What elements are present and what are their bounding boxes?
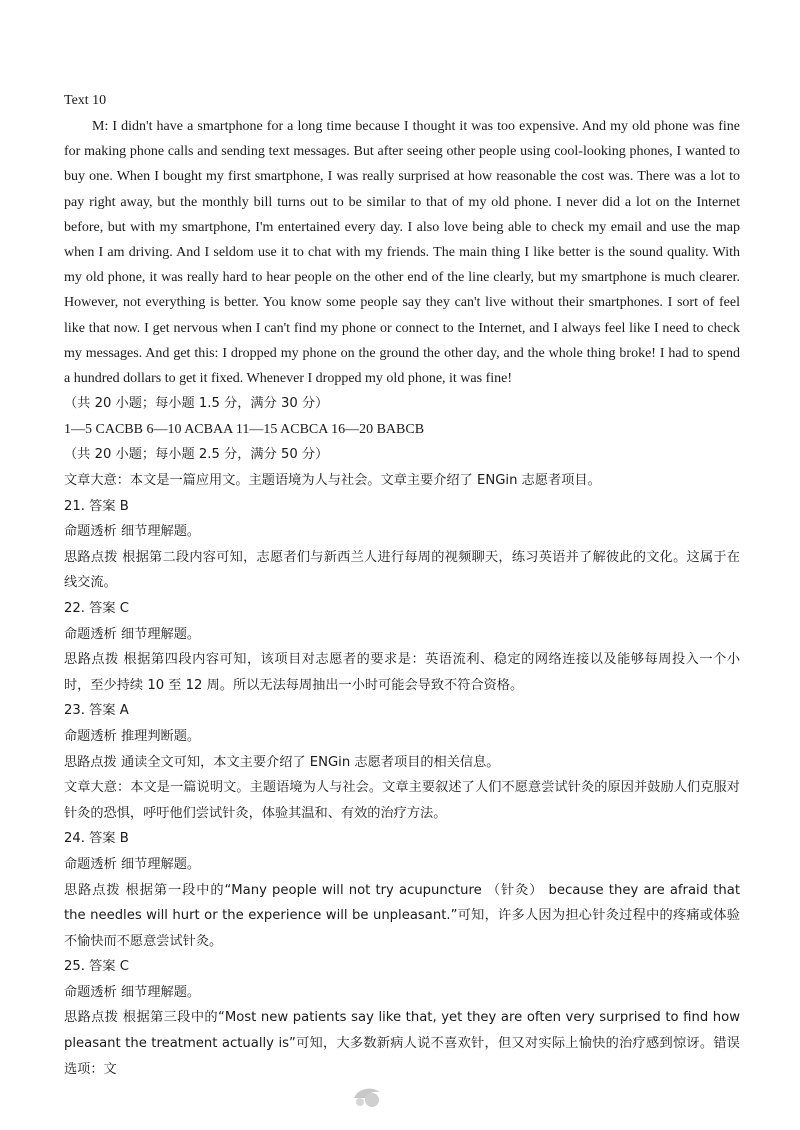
q24-answer: 24. 答案 B <box>64 831 129 847</box>
q21-answer: 21. 答案 B <box>64 498 129 514</box>
q24-hint: 思路点拨 根据第一段中的“Many people will not try acupuncture （针灸） because they are afraid that the needles will hurt or the experience will be unpleasant.”可知，许多人因为担心针灸过程中的疼痛或体验不愉快而不愿意尝试针灸。 <box>64 882 740 949</box>
passage-a-summary: 文章大意：本文是一篇应用文。主题语境为人与社会。文章主要介绍了 ENGin 志愿者项目。 <box>64 473 601 489</box>
answer-key-page <box>64 88 740 1082</box>
q22-hint: 思路点拨 根据第四段内容可知，该项目对志愿者的要求是：英语流利、稳定的网络连接以及能够每周投入一个小时，至少持续 10 至 12 周。所以无法每周抽出一小时可能会导致不符合资格。 <box>64 652 740 693</box>
q23-answer: 23. 答案 A <box>64 703 129 719</box>
publisher-logo-icon <box>350 1082 386 1110</box>
passage-b-summary: 文章大意：本文是一篇说明文。主题语境为人与社会。文章主要叙述了人们不愿意尝试针灸的原因并鼓励人们克服对针灸的恐惧，呼吁他们尝试针灸，体验其温和、有效的治疗方法。 <box>64 780 740 821</box>
text10-transcript: M: I didn't have a smartphone for a long time because I thought it was too expensive. And my old phone was fine for making phone calls and sending text messages. But after seeing other people using cool-looking phones, I wanted to buy one. When I bought my first smartphone, I was really surprised at how reasonable the cost was. There was a lot to pay right away, but the monthly bill turns out to be similar to that of my old phone. I never did a lot on the Internet before, but with my smartphone, I'm entertained every day. I also love being able to check my email and use the map when I am driving. And I seldom use it to chat with my friends. The main thing I like better is the sound quality. With my old phone, it was really hard to hear people on the other end of the line clearly, but my smartphone is much clearer. However, not everything is better. You know some people say they can't live without their smartphones. I sort of feel like that now. I get nervous when I can't find my phone or connect to the Internet, and I always feel like I need to check my messages. And get this: I dropped my phone on the ground the other day, and the whole thing broke! I had to spend a hundred dollars to get it fixed. Whenever I dropped my old phone, it was fine! <box>64 119 740 387</box>
reading-scoring: （共 20 小题；每小题 2.5 分，满分 50 分） <box>64 447 329 463</box>
q21-hint: 思路点拨 根据第二段内容可知，志愿者们与新西兰人进行每周的视频聊天，练习英语并了解彼此的文化。这属于在线交流。 <box>64 549 740 591</box>
q21-type: 命题透析 细节理解题。 <box>64 524 201 540</box>
listening-scoring: （共 20 小题；每小题 1.5 分，满分 30 分） <box>64 396 329 412</box>
listening-answers: 1—5 CACBB 6—10 ACBAA 11—15 ACBCA 16—20 BABCB <box>64 421 425 437</box>
q22-answer: 22. 答案 C <box>64 600 129 616</box>
q24-type: 命题透析 细节理解题。 <box>64 856 201 872</box>
q25-answer: 25. 答案 C <box>64 959 129 975</box>
q25-type: 命题透析 细节理解题。 <box>64 984 201 1000</box>
text10-heading: Text 10 <box>64 93 107 108</box>
q23-type: 命题透析 推理判断题。 <box>64 728 201 744</box>
q22-type: 命题透析 细节理解题。 <box>64 626 201 642</box>
q25-hint: 思路点拨 根据第三段中的“Most new patients say like that, yet they are often very surprised to find how pleasant the treatment actually is”可知，大多数新病人说不喜欢针，但又对实际上愉快的治疗感到惊讶。错误选项：文 <box>64 1010 740 1077</box>
q23-hint: 思路点拨 通读全文可知，本文主要介绍了 ENGin 志愿者项目的相关信息。 <box>64 754 500 770</box>
